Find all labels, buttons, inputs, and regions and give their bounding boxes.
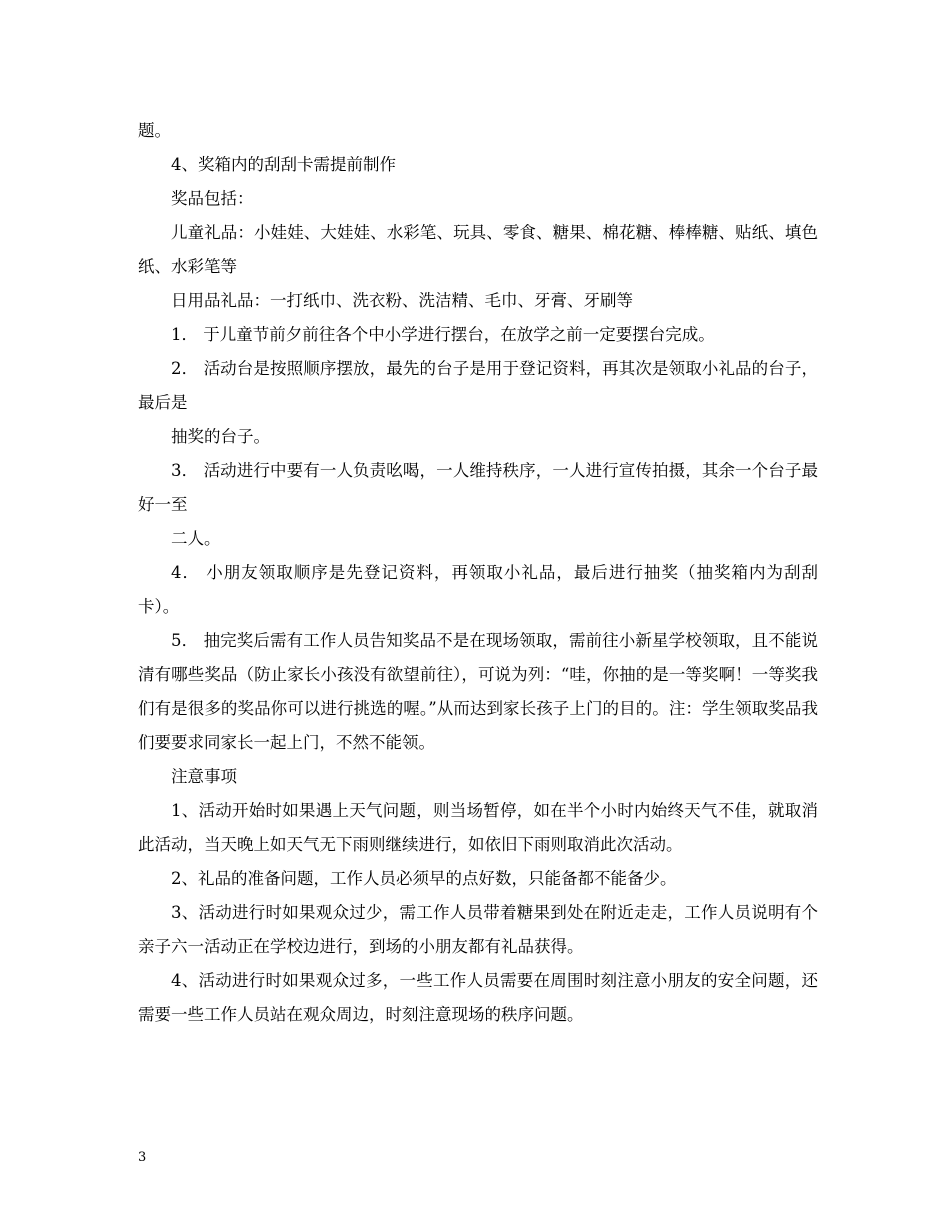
section-heading: 注意事项 [171, 767, 237, 786]
paragraph: 4． 小朋友领取顺序是先登记资料，再领取小礼品，最后进行抽奖（抽奖箱内为刮刮卡）。 [138, 563, 818, 616]
paragraph: 儿童礼品：小娃娃、大娃娃、水彩笔、玩具、零食、糖果、棉花糖、棒棒糖、贴纸、填色纸、水彩笔等 [138, 223, 818, 276]
paragraph: 1． 于儿童节前夕前往各个中小学进行摆台，在放学之前一定要摆台完成。 [171, 325, 715, 344]
paragraph: 二人。 [171, 529, 221, 548]
paragraph: 3． 活动进行中要有一人负责吆喝，一人维持秩序，一人进行宣传拍摄，其余一个台子最好一至 [138, 461, 818, 514]
page-number: 3 [138, 1150, 147, 1165]
paragraph: 日用品礼品：一打纸巾、洗衣粉、洗洁精、毛巾、牙膏、牙刷等 [171, 291, 633, 310]
paragraph: 4、活动进行时如果观众过多，一些工作人员需要在周围时刻注意小朋友的安全问题，还需要一些工作人员站在观众周边，时刻注意现场的秩序问题。 [138, 971, 818, 1024]
paragraph: 1、活动开始时如果遇上天气问题，则当场暂停，如在半个小时内始终天气不佳，就取消此活动，当天晚上如天气无下雨则继续进行，如依旧下雨则取消此次活动。 [138, 801, 818, 854]
paragraph: 5． 抽完奖后需有工作人员告知奖品不是在现场领取，需前往小新星学校领取，且不能说清有哪些奖品（防止家长小孩没有欲望前往），可说为列：“哇，你抽的是一等奖啊！一等奖我们有是很多的奖品你可以进行挑选的喔。”从而达到家长孩子上门的目的。注：学生领取奖品我们要要求同家长一起上门，不然不能领。 [138, 631, 818, 752]
paragraph: 3、活动进行时如果观众过少，需工作人员带着糖果到处在附近走走，工作人员说明有个亲子六一活动正在学校边进行，到场的小朋友都有礼品获得。 [138, 903, 818, 956]
paragraph: 2、礼品的准备问题，工作人员必须早的点好数，只能备都不能备少。 [171, 869, 677, 888]
paragraph: 2． 活动台是按照顺序摆放，最先的台子是用于登记资料，再其次是领取小礼品的台子，最后是 [138, 359, 818, 412]
document-body [138, 114, 818, 1032]
paragraph: 题。 [138, 121, 171, 140]
paragraph: 奖品包括： [171, 189, 254, 208]
paragraph: 抽奖的台子。 [171, 427, 270, 446]
paragraph: 4、奖箱内的刮刮卡需提前制作 [171, 155, 396, 174]
